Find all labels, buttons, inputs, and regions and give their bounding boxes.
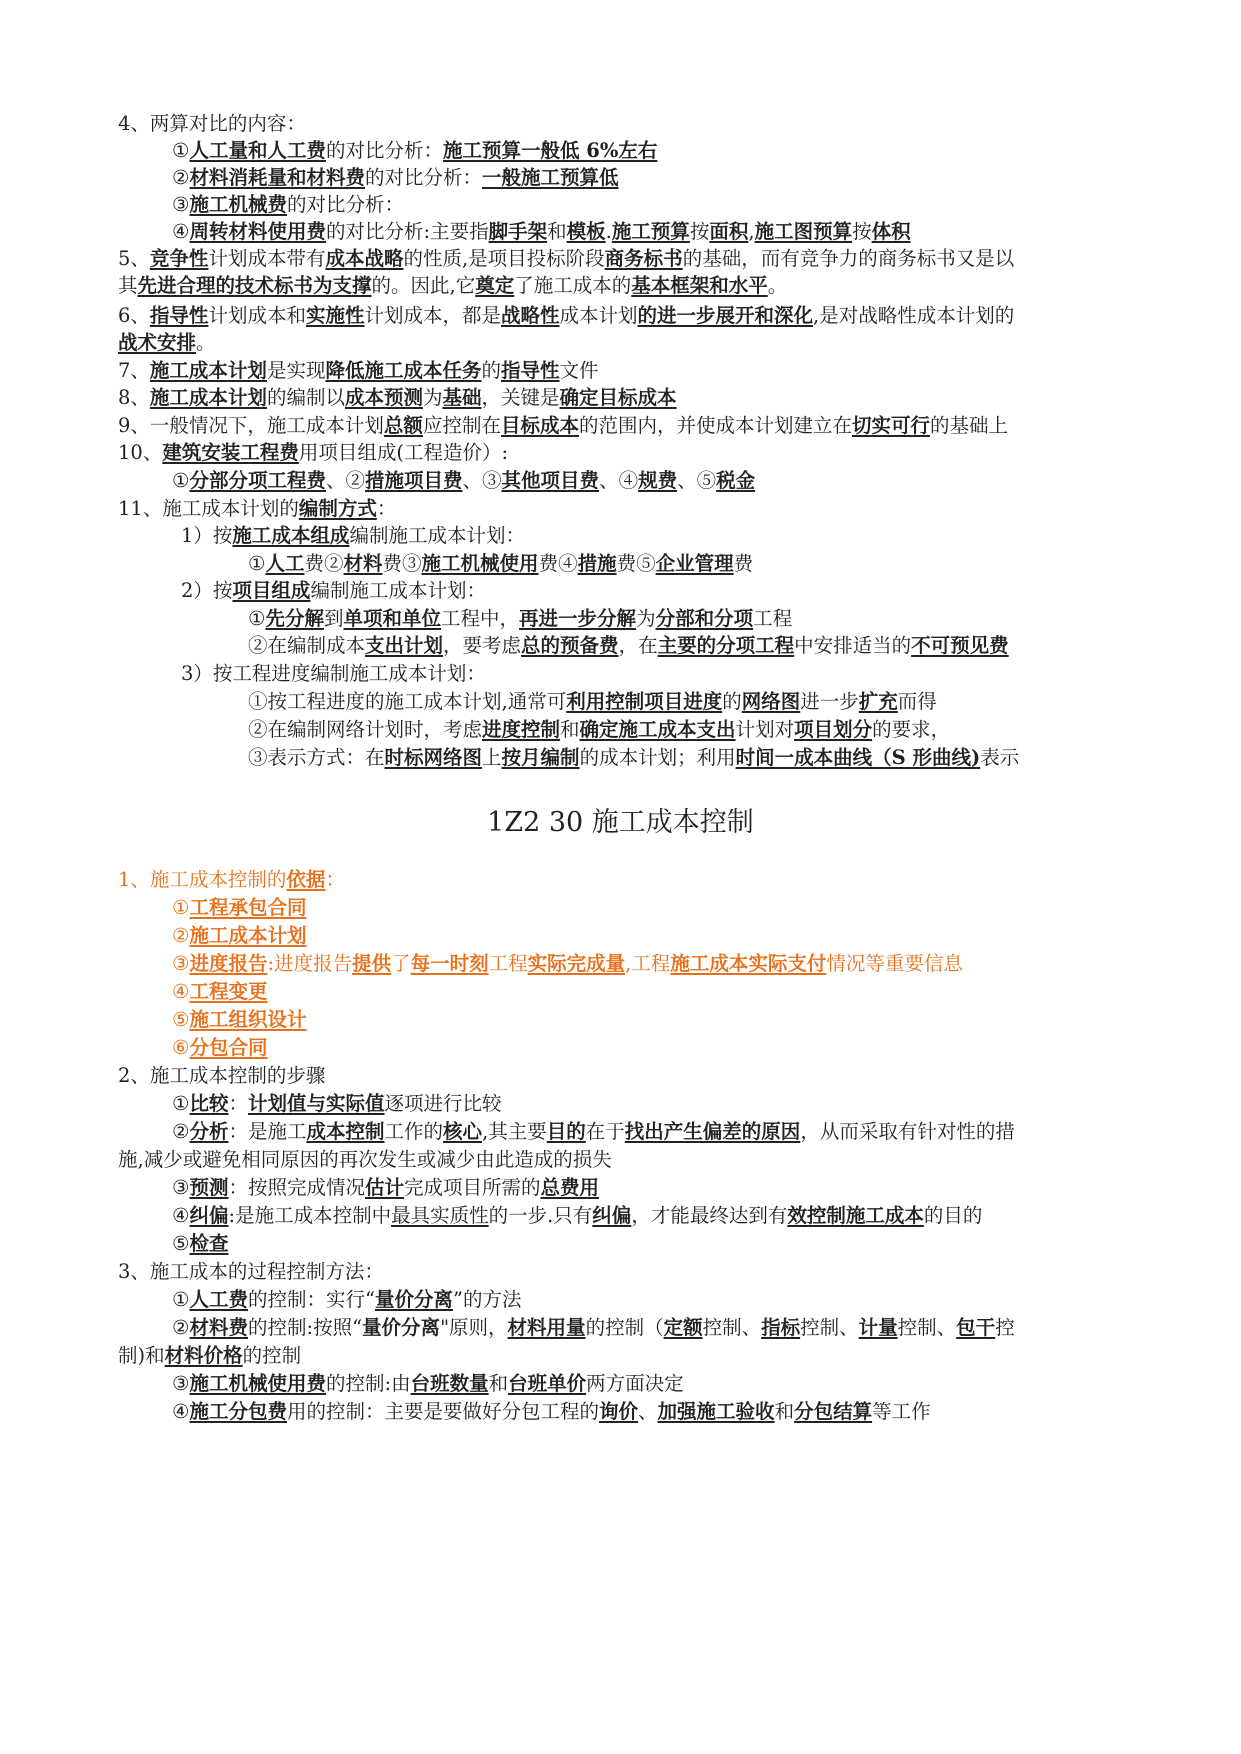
emphasis-text: 施工成本计划: [149, 359, 267, 382]
emphasis-text: 进度报告: [189, 952, 268, 975]
item-11-method-3-b: [248, 716, 950, 744]
text-run: 等工作: [872, 1400, 931, 1423]
text-run: 完成项目所需的: [404, 1176, 541, 1199]
text-run: ①: [172, 1092, 190, 1115]
text-run: 工程: [753, 607, 793, 630]
item-11-title: [118, 495, 396, 523]
text-run: ,工程: [625, 952, 671, 975]
emphasis-text: 措施项目费: [365, 469, 463, 492]
emphasis-text: 利用控制项目进度: [566, 690, 723, 713]
text-run: 的目的: [923, 1204, 983, 1227]
text-run: 的对比分析:主要指: [326, 220, 489, 243]
text-run: 中安排适当的: [794, 634, 912, 657]
emphasis-text: 项目组成: [232, 579, 311, 602]
emphasis-text: 施工成本实际支付: [670, 952, 827, 975]
emphasis-text: 依据: [286, 868, 326, 891]
text-run: 、②: [326, 469, 366, 492]
text-run: 应控制在: [422, 414, 501, 437]
text-run: 计划成本带有: [208, 247, 326, 270]
text-run: 了: [391, 952, 411, 975]
text-run: 编制施工成本计划：: [349, 524, 525, 547]
text-run: 费②: [304, 552, 344, 575]
item-11-method-3-c: [248, 744, 1019, 772]
text-run: 和: [560, 718, 580, 741]
text-run: 用项目组成(工程造价）:: [298, 441, 509, 464]
emphasis-text: 实际完成量: [527, 952, 626, 975]
text-run: .: [605, 220, 612, 243]
text-run: 费⑤: [616, 552, 656, 575]
text-run: ③: [172, 193, 190, 216]
text-run: ,是对战略性成本计划的: [813, 304, 1015, 327]
text-run: ②: [172, 1120, 190, 1143]
text-run: 费③: [382, 552, 422, 575]
text-run: 1、施工成本控制的: [118, 868, 287, 891]
emphasis-text: 其他项目费: [501, 469, 600, 492]
emphasis-text: 效控制施工成本: [787, 1204, 924, 1227]
text-run: 费④: [538, 552, 578, 575]
text-run: 成本计划: [559, 304, 638, 327]
emphasis-text: 材料消耗量和材料费: [189, 166, 365, 189]
control-basis-3: [172, 950, 963, 978]
text-run: 逐项进行比较: [384, 1092, 502, 1115]
emphasis-text: 分部分项工程费: [189, 469, 326, 492]
text-run: ①: [172, 1288, 190, 1311]
emphasis-text: 再进一步分解: [519, 607, 637, 630]
item-11-method-3-a: [248, 688, 937, 716]
control-basis-2: [172, 922, 307, 950]
text-run: 的控制: [242, 1344, 302, 1367]
emphasis-text: 计划值与实际值: [248, 1092, 385, 1115]
text-run: 3、施工成本的过程控制方法：: [118, 1260, 384, 1283]
text-run: 制)和: [118, 1344, 165, 1367]
emphasis-text: 分包结算: [794, 1400, 873, 1423]
text-run: 情况等重要信息: [826, 952, 963, 975]
text-run: 表示: [980, 746, 1020, 769]
text-run: 费: [733, 552, 754, 575]
text-run: ③: [172, 1176, 190, 1199]
emphasis-text: 奠定: [475, 274, 515, 297]
emphasis-text: 纠偏: [189, 1204, 229, 1227]
emphasis-text: 总费用: [540, 1176, 600, 1199]
text-run: 的对比分析：: [326, 139, 444, 162]
text-run: 的控制（: [585, 1316, 664, 1339]
text-run: 、④: [599, 469, 639, 492]
emphasis-text: 施工机械费: [189, 193, 287, 216]
emphasis-text: 总额: [383, 414, 423, 437]
text-run: 的一步.只有: [488, 1204, 593, 1227]
emphasis-text: 分包合同: [189, 1036, 268, 1059]
item-4-sub-3: [172, 191, 404, 219]
emphasis-text: 基本框架和水平: [631, 274, 768, 297]
text-run: ③: [172, 952, 190, 975]
emphasis-text: 建筑安装工程费: [162, 441, 299, 464]
text-run: 3）按工程进度编制施工成本计划：: [181, 662, 486, 685]
text-run: ④: [172, 1204, 190, 1227]
emphasis-text: 模板: [566, 220, 606, 243]
text-run: 、: [638, 1400, 658, 1423]
emphasis-text: 每一时刻: [410, 952, 489, 975]
process-control-3: [172, 1370, 684, 1398]
text-run: ②: [172, 166, 190, 189]
item-4-sub-4: [172, 218, 911, 246]
text-run: 为: [422, 386, 443, 409]
text-run: ②: [172, 1316, 190, 1339]
text-run: 的。因此,它: [371, 274, 476, 297]
text-run: 6、: [118, 304, 150, 327]
text-run: 的要求，: [872, 718, 951, 741]
emphasis-text: 分部和分项: [655, 607, 754, 630]
emphasis-text: 指标: [761, 1316, 801, 1339]
emphasis-text: 工程承包合同: [189, 896, 307, 919]
text-run: ③表示方式：在: [248, 746, 385, 769]
emphasis-text: 脚手架: [488, 220, 548, 243]
control-step-2-line-2: [118, 1146, 612, 1174]
text-run: 而得: [897, 690, 937, 713]
process-control-title: [118, 1258, 384, 1286]
emphasis-text: 比较: [189, 1092, 229, 1115]
text-run: 9、一般情况下，施工成本计划: [118, 414, 384, 437]
emphasis-text: 目标成本: [500, 414, 579, 437]
emphasis-text: 提供: [352, 952, 392, 975]
emphasis-text: 成本战略: [325, 247, 404, 270]
emphasis-text: 检查: [189, 1232, 229, 1255]
text-run: 控制、: [800, 1316, 859, 1339]
item-11-method-3: [181, 660, 486, 688]
text-run: 的控制:按照“: [248, 1316, 363, 1339]
item-6-line-2: [118, 329, 216, 357]
emphasis-text: 基础: [442, 386, 482, 409]
text-run: ③: [172, 1372, 190, 1395]
item-11-method-1: [181, 522, 525, 550]
process-control-2-line-2: [118, 1342, 301, 1370]
text-run: 2）按: [181, 579, 233, 602]
emphasis-text: 支出计划: [365, 634, 444, 657]
emphasis-text: 网络图: [741, 690, 801, 713]
emphasis-text: 降低施工成本任务: [325, 359, 482, 382]
emphasis-text: 施工机械使用费: [189, 1372, 326, 1395]
item-4-title: [118, 110, 306, 138]
item-4-sub-2: [172, 164, 619, 192]
emphasis-text: 分析: [189, 1120, 229, 1143]
emphasis-text: 包干: [956, 1316, 996, 1339]
control-step-3: [172, 1174, 599, 1202]
text-run: 。: [196, 331, 216, 354]
text-run: 和: [774, 1400, 795, 1423]
emphasis-text: 纠偏: [592, 1204, 632, 1227]
emphasis-text: 目的: [546, 1120, 586, 1143]
text-run: 为: [636, 607, 656, 630]
text-run: 、③: [462, 469, 502, 492]
text-run: ”的方法: [453, 1288, 522, 1311]
emphasis-text: 规费: [638, 469, 678, 492]
text-run: ：: [325, 868, 345, 891]
control-basis-6: [172, 1034, 268, 1062]
text-run: ⑤: [172, 1232, 190, 1255]
text-run: 控制、: [897, 1316, 957, 1339]
item-11-method-2-a: [248, 605, 792, 633]
item-10-list: [172, 467, 755, 495]
item-6-line-1: [118, 302, 1014, 330]
item-8: [118, 384, 677, 412]
emphasis-text: 的进一步展开和深化: [637, 304, 814, 327]
text-run: ,其主要: [482, 1120, 547, 1143]
emphasis-text: 编制方式: [298, 497, 377, 520]
emphasis-text: 量价分离: [374, 1288, 453, 1311]
text-run: 1）按: [181, 524, 233, 547]
text-run: 其: [118, 274, 138, 297]
emphasis-text: 按月编制: [501, 746, 580, 769]
text-run: 按: [852, 220, 872, 243]
text-run: 工程: [488, 952, 528, 975]
text-run: 的控制:由: [326, 1372, 411, 1395]
text-run: 进一步: [800, 690, 859, 713]
emphasis-text: 指导性: [500, 359, 560, 382]
text-run: ①按工程进度的施工成本计划,通常可: [248, 690, 567, 713]
emphasis-text: 施工预算: [611, 220, 690, 243]
emphasis-text: 量价分离: [362, 1316, 441, 1339]
text-run: ①: [172, 139, 190, 162]
emphasis-text: 税金: [716, 469, 756, 492]
emphasis-text: 人工: [265, 552, 305, 575]
text-run: ①: [172, 896, 190, 919]
text-run: 8、: [118, 386, 150, 409]
text-run: ，才能最终达到有: [631, 1204, 788, 1227]
text-run: "原则，: [440, 1316, 508, 1339]
text-run: 是实现: [266, 359, 326, 382]
emphasis-text: 询价: [599, 1400, 639, 1423]
emphasis-text: 项目划分: [794, 718, 873, 741]
text-run: 到: [324, 607, 344, 630]
text-run: ②在编制成本: [248, 634, 366, 657]
control-basis-1: [172, 894, 307, 922]
text-run: 的成本计划；利用: [579, 746, 736, 769]
text-run: 5、: [118, 247, 150, 270]
emphasis-text: 不可预见费: [911, 634, 1009, 657]
emphasis-text: 计量: [858, 1316, 898, 1339]
emphasis-text: 一般施工预算低: [482, 166, 619, 189]
emphasis-text: 施工成本计划: [189, 924, 307, 947]
emphasis-text: 最具实质性: [391, 1204, 489, 1227]
emphasis-text: 体积: [871, 220, 911, 243]
text-run: ：按照完成情况: [228, 1176, 366, 1199]
process-control-1: [172, 1286, 521, 1314]
emphasis-text: 确定目标成本: [559, 386, 677, 409]
emphasis-text: 指导性: [149, 304, 209, 327]
text-run: 的范围内，并使成本计划建立在: [578, 414, 852, 437]
emphasis-text: 竞争性: [149, 247, 209, 270]
emphasis-text: 台班数量: [410, 1372, 489, 1395]
text-run: 和: [547, 220, 567, 243]
text-run: ,: [748, 220, 755, 243]
text-run: 编制施工成本计划：: [310, 579, 486, 602]
text-run: 10、: [118, 441, 163, 464]
emphasis-text: 施工预算一般低 6%左右: [443, 139, 658, 162]
item-11-method-2: [181, 577, 486, 605]
emphasis-text: 确定施工成本支出: [579, 718, 736, 741]
text-run: 4、两算对比的内容：: [118, 112, 306, 135]
item-11-method-2-b: [248, 632, 1009, 660]
control-step-4: [172, 1202, 982, 1230]
text-run: ④: [172, 980, 190, 1003]
emphasis-text: 施工机械使用: [421, 552, 539, 575]
text-run: 的编制以: [266, 386, 345, 409]
emphasis-text: 切实可行: [851, 414, 930, 437]
emphasis-text: 人工量和人工费: [189, 139, 326, 162]
emphasis-text: 战术安排: [118, 331, 197, 354]
text-run: ，在: [618, 634, 658, 657]
text-run: ，关键是: [481, 386, 560, 409]
emphasis-text: 人工费: [189, 1288, 248, 1311]
text-run: ：: [228, 1092, 249, 1115]
text-run: 和: [488, 1372, 509, 1395]
emphasis-text: 时标网络图: [384, 746, 483, 769]
control-basis-4: [172, 978, 268, 1006]
control-basis-title: [118, 866, 345, 894]
text-run: 的: [481, 359, 501, 382]
emphasis-text: 进度控制: [482, 718, 561, 741]
emphasis-text: 时间一成本曲线（S 形曲线): [735, 746, 981, 769]
text-run: 计划成本，都是: [364, 304, 501, 327]
control-step-5: [172, 1230, 229, 1258]
text-run: ，要考虑: [443, 634, 522, 657]
text-run: 的控制：实行“: [248, 1288, 375, 1311]
text-run: 的: [722, 690, 742, 713]
item-5-line-2: [118, 272, 787, 300]
text-run: ①: [172, 469, 190, 492]
text-run: :是施工成本控制中: [228, 1204, 392, 1227]
text-run: 。: [767, 274, 788, 297]
text-run: ②: [172, 924, 190, 947]
text-run: 上: [482, 746, 502, 769]
emphasis-text: 成本控制: [306, 1120, 385, 1143]
item-4-sub-1: [172, 137, 657, 165]
emphasis-text: 定额: [663, 1316, 703, 1339]
section-heading: 1Z2 30 施工成本控制: [487, 807, 754, 838]
text-run: 施,减少或避免相同原因的再次发生或减少由此造成的损失: [118, 1148, 612, 1171]
item-10-title: [118, 439, 508, 467]
item-9: [118, 412, 1008, 440]
emphasis-text: 估计: [365, 1176, 405, 1199]
text-run: 的基础，而有竞争力的商务标书又是以: [682, 247, 1015, 270]
text-run: 控: [995, 1316, 1015, 1339]
text-run: 的基础上: [930, 414, 1009, 437]
item-5-line-1: [118, 245, 1014, 273]
text-run: 用的控制：主要是要做好分包工程的: [287, 1400, 600, 1423]
emphasis-text: 先分解: [265, 607, 324, 630]
emphasis-text: 预测: [189, 1176, 229, 1199]
item-7: [118, 357, 599, 385]
emphasis-text: 材料: [343, 552, 383, 575]
text-run: ：是施工: [228, 1120, 307, 1143]
emphasis-text: 施工成本组成: [232, 524, 350, 547]
emphasis-text: 主要的分项工程: [657, 634, 795, 657]
text-run: :进度报告: [267, 952, 353, 975]
text-run: 工程中，: [441, 607, 520, 630]
text-run: 按: [689, 220, 710, 243]
emphasis-text: 单项和单位: [343, 607, 442, 630]
control-basis-5: [172, 1006, 307, 1034]
emphasis-text: 施工成本计划: [149, 386, 267, 409]
text-run: ：: [376, 497, 397, 520]
text-run: 控制、: [702, 1316, 762, 1339]
emphasis-text: 工程变更: [189, 980, 268, 1003]
control-step-2-line-1: [172, 1118, 1015, 1146]
emphasis-text: 加强施工验收: [657, 1400, 775, 1423]
text-run: 计划成本和: [208, 304, 306, 327]
text-run: 计划对: [735, 718, 795, 741]
emphasis-text: 实施性: [305, 304, 365, 327]
emphasis-text: 成本预测: [344, 386, 423, 409]
text-run: 的性质,是项目投标阶段: [403, 247, 605, 270]
text-run: ①: [248, 607, 266, 630]
emphasis-text: 施工图预算: [754, 220, 853, 243]
emphasis-text: 台班单价: [508, 1372, 587, 1395]
control-steps-title: [118, 1062, 325, 1090]
text-run: 的对比分析：: [365, 166, 483, 189]
emphasis-text: 先进合理的技术标书为支撑: [137, 274, 372, 297]
process-control-4: [172, 1398, 931, 1426]
text-run: 文件: [559, 359, 599, 382]
emphasis-text: 材料费: [189, 1316, 248, 1339]
text-run: 、⑤: [677, 469, 717, 492]
text-run: ④: [172, 220, 190, 243]
emphasis-text: 面积: [709, 220, 749, 243]
text-run: ①: [248, 552, 266, 575]
emphasis-text: 施工分包费: [189, 1400, 287, 1423]
text-run: 两方面决定: [586, 1372, 684, 1395]
text-run: ④: [172, 1400, 190, 1423]
emphasis-text: 战略性: [500, 304, 560, 327]
emphasis-text: 材料用量: [507, 1316, 586, 1339]
control-step-1: [172, 1090, 502, 1118]
text-run: ②在编制网络计划时，考虑: [248, 718, 483, 741]
text-run: 了施工成本的: [514, 274, 632, 297]
text-run: 2、施工成本控制的步骤: [118, 1064, 326, 1087]
text-run: ，从而采取有针对性的措: [800, 1120, 1015, 1143]
emphasis-text: 企业管理: [655, 552, 734, 575]
emphasis-text: 施工组织设计: [189, 1008, 307, 1031]
emphasis-text: 措施: [577, 552, 617, 575]
text-run: 11、施工成本计划的: [118, 497, 299, 520]
emphasis-text: 扩充: [858, 690, 898, 713]
emphasis-text: 商务标书: [604, 247, 683, 270]
process-control-2-line-1: [172, 1314, 1015, 1342]
text-run: 工作的: [384, 1120, 444, 1143]
text-run: 在于: [585, 1120, 625, 1143]
emphasis-text: 材料价格: [164, 1344, 243, 1367]
emphasis-text: 总的预备费: [521, 634, 619, 657]
text-run: 的对比分析：: [287, 193, 405, 216]
emphasis-text: 核心: [443, 1120, 483, 1143]
text-run: ⑥: [172, 1036, 190, 1059]
emphasis-text: 周转材料使用费: [189, 220, 326, 243]
emphasis-text: 找出产生偏差的原因: [624, 1120, 801, 1143]
item-11-method-1-list: [248, 550, 753, 578]
text-run: 7、: [118, 359, 150, 382]
text-run: ⑤: [172, 1008, 190, 1031]
